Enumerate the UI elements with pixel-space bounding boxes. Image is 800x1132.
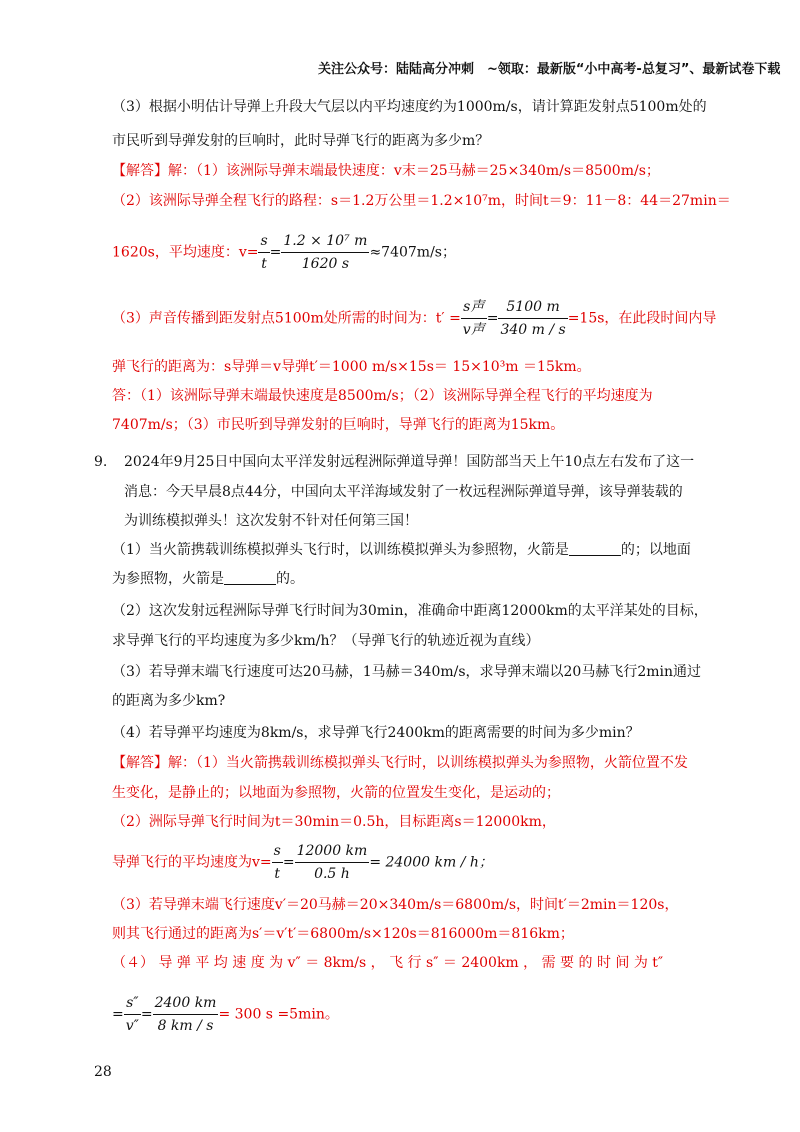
page-number: 28	[94, 1064, 112, 1080]
question-9-part-3-line-1: （3）若导弹末端飞行速度可达20马赫，1马赫＝340m/s，求导弹末端以20马赫飞行2min通过	[112, 664, 702, 680]
question-9-line-1: 2024年9月25日中国向太平洋发射远程洲际弹道导弹！国防部当天上午10点左右发布了这一	[124, 454, 695, 470]
answer-line-4: （3）声音传播到距发射点5100m处所需的时间为：t′ = $\frac{\text{s声}}{\text{v声}}$ = $\frac{5100 m}{340 m / s}$ =15s，在此段时间内导	[112, 296, 716, 341]
answer-blank-1[interactable]	[569, 541, 621, 556]
answer-line-2: （2）该洲际导弹全程飞行的路程：s＝1.2万公里＝1.2×10⁷m，时间t＝9：11－8：44＝27min＝	[112, 193, 731, 209]
answer-9-line-1: 【解答】解：（1）当火箭携载训练模拟弹头飞行时，以训练模拟弹头为参照物，火箭位置不发	[112, 755, 688, 771]
answer-line-3: 1620s，平均速度：v= $\frac{s}{t}$ = $\frac{\text{1.2 × 10⁷ m}}{1620 s}$ ≈7407m/s；	[112, 230, 456, 275]
question-9-number: 9.	[94, 454, 108, 470]
answer-9-line-3: （2）洲际导弹飞行时间为t＝30min＝0.5h，目标距离s＝12000km，	[112, 814, 556, 830]
answer-9-line-2: 生变化，是静止的；以地面为参照物，火箭的位置发生变化，是运动的；	[112, 785, 560, 801]
question-9-line-3: 为训练模拟弹头！这次发射不针对任何第三国！	[124, 513, 418, 529]
question-3-line-1: （3）根据小明估计导弹上升段大气层以内平均速度约为1000m/s，请计算距发射点5100m处的	[112, 99, 707, 115]
question-9-line-2: 消息：今天早晨8点44分，中国向太平洋海域发射了一枚远程洲际弹道导弹，该导弹装载的	[124, 484, 683, 500]
question-9-part-2-line-2: 求导弹飞行的平均速度为多少km/h？（导弹飞行的轨迹近视为直线）	[112, 633, 540, 649]
answer-9-line-6: 则其飞行通过的距离为s′＝v′t′＝6800m/s×120s＝816000m＝816km；	[112, 926, 574, 942]
answer-9-line-8: = $\frac{s''}{v''}$ = $\frac{2400 km}{8 km / s}$ = 300 s =5min。	[112, 992, 339, 1037]
answer-line-6: 答：（1）该洲际导弹末端最快速度是8500m/s；（2）该洲际导弹全程飞行的平均速度为	[112, 388, 653, 404]
page-header: 关注公众号：陆陆高分冲刺 ~领取：最新版“小中高考-总复习”、最新试卷下载	[318, 62, 781, 77]
answer-9-line-5: （3）若导弹末端飞行速度v′＝20马赫＝20×340m/s＝6800m/s，时间t′＝2min＝120s，	[112, 897, 679, 913]
answer-line-7: 7407m/s；（3）市民听到导弹发射的巨响时，导弹飞行的距离为15km。	[112, 417, 565, 433]
question-9-part-2-line-1: （2）这次发射远程洲际导弹飞行时间为30min，准确命中距离12000km的太平洋某处的目标，	[112, 603, 708, 619]
answer-9-line-4: 导弹飞行的平均速度为v= $\frac{s}{t}$ = $\frac{12000 km}{0.5 h}$ = 24000 km / h；	[112, 840, 493, 885]
question-9-part-4: （4）若导弹平均速度为8km/s，求导弹飞行2400km的距离需要的时间为多少min？	[112, 725, 640, 741]
answer-blank-2[interactable]	[224, 570, 276, 585]
answer-9-line-7: （４） 导 弹 平 均 速 度 为 v″ ＝ 8km/s ， 飞 行 s″ ＝ 2400km ， 需 要 的 时 间 为 t″	[112, 955, 664, 971]
question-9-part-3-line-2: 的距离为多少km?	[112, 693, 226, 709]
answer-line-5: 弹飞行的距离为：s导弹＝v导弹t′＝1000 m/s×15s＝ 15×10³m ＝15km。	[112, 359, 591, 375]
question-9-part-1-line-2: 为参照物，火箭是 的。	[112, 571, 304, 587]
answer-line-1: 【解答】解：（1）该洲际导弹末端最快速度：v末＝25马赫＝25×340m/s＝8500m/s；	[112, 163, 660, 179]
question-3-line-2: 市民听到导弹发射的巨响时，此时导弹飞行的距离为多少m？	[112, 133, 490, 149]
question-9-part-1-line-1: （1）当火箭携载训练模拟弹头飞行时，以训练模拟弹头为参照物，火箭是 的；以地面	[112, 542, 691, 558]
